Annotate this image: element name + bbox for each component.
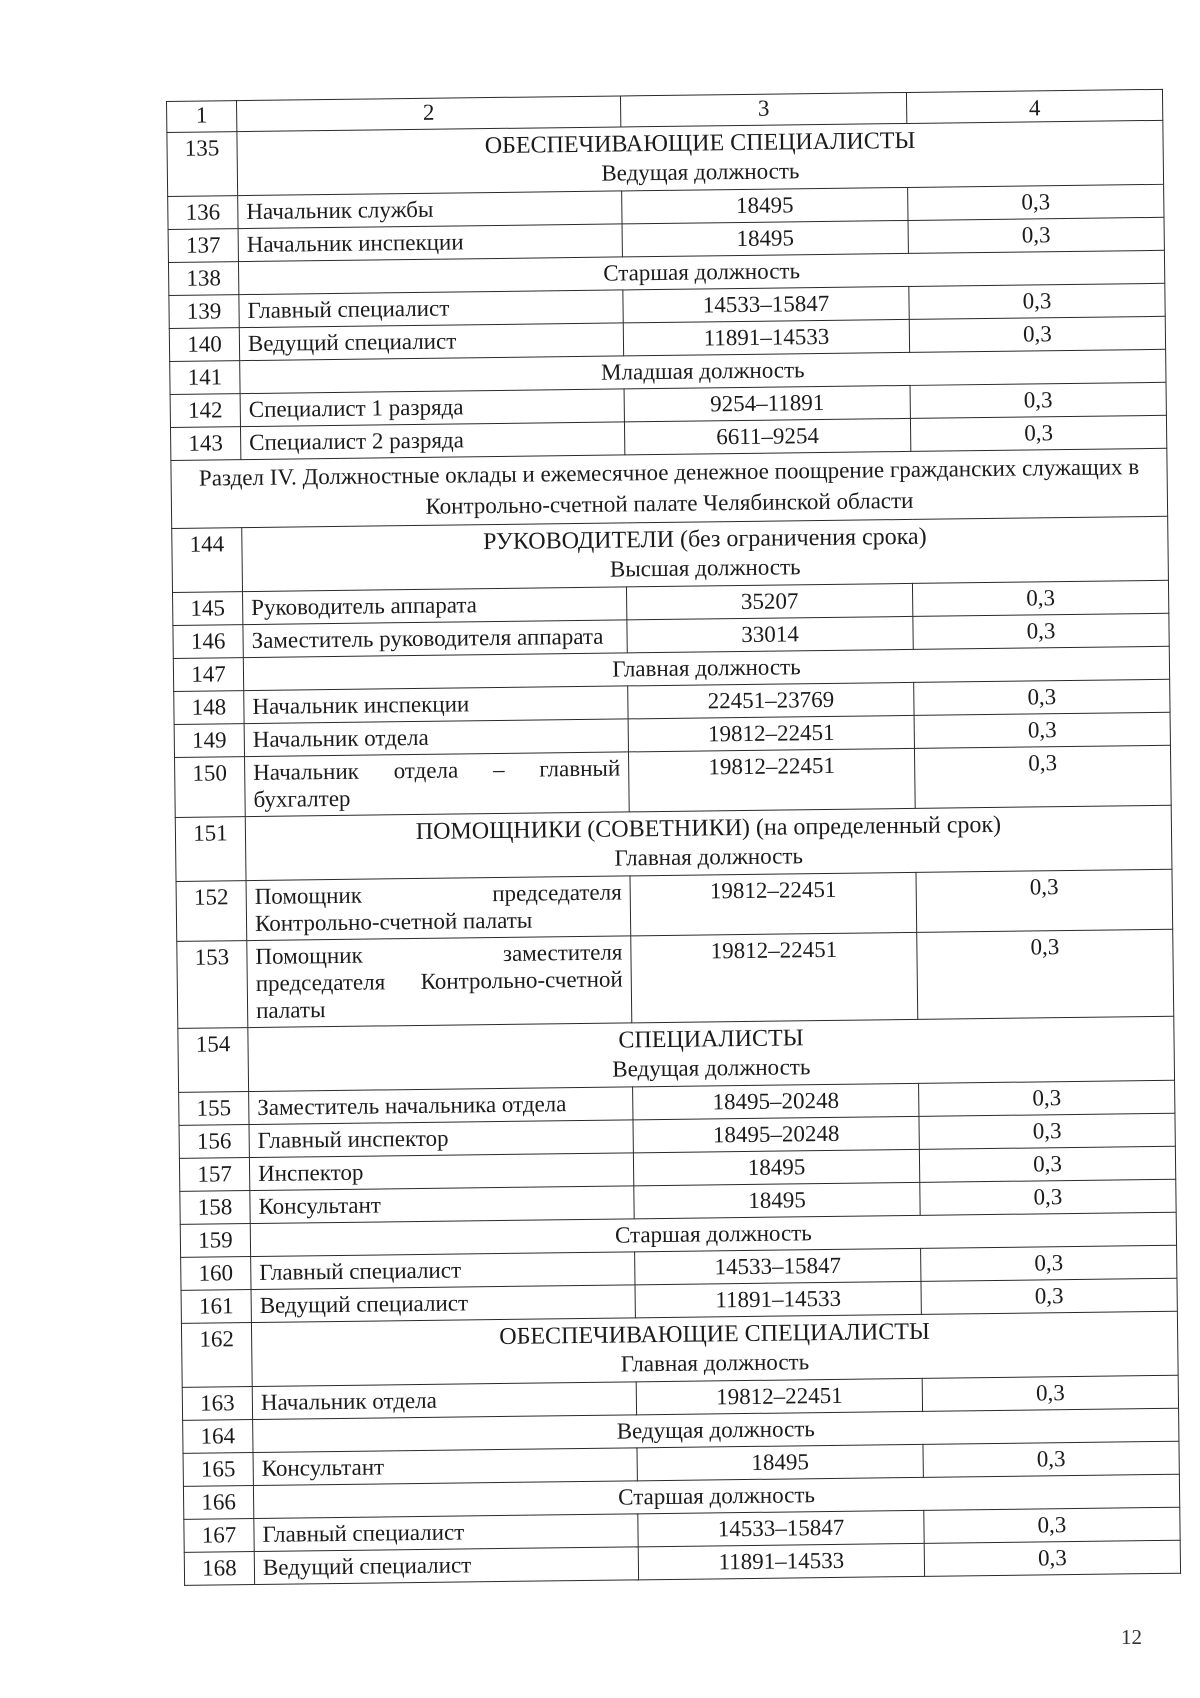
group-heading-row bbox=[172, 516, 1169, 592]
column-header: 4 bbox=[906, 89, 1162, 123]
row-number: 136 bbox=[168, 196, 238, 230]
bonus-coefficient: 0,3 bbox=[921, 1245, 1177, 1281]
bonus-coefficient: 0,3 bbox=[921, 1278, 1177, 1314]
grade-title: Старшая должность bbox=[253, 1474, 1179, 1518]
salary-range: 18495 bbox=[622, 220, 908, 256]
column-header: 2 bbox=[237, 96, 621, 132]
row-number: 138 bbox=[168, 262, 238, 296]
row-number: 137 bbox=[168, 229, 238, 263]
salary-range: 18495–20248 bbox=[633, 1083, 919, 1119]
grade-title: Главная должность bbox=[243, 646, 1169, 690]
group-title: ОБЕСПЕЧИВАЮЩИЕ СПЕЦИАЛИСТЫ bbox=[499, 1318, 931, 1351]
position-name: Консультант bbox=[253, 1448, 637, 1486]
salary-range: 14533–15847 bbox=[623, 286, 909, 322]
position-name: Заместитель руководителя аппарата bbox=[243, 620, 627, 658]
row-number: 163 bbox=[182, 1387, 252, 1421]
bonus-coefficient: 0,3 bbox=[919, 1146, 1175, 1182]
position-name: Главный инспектор bbox=[249, 1120, 633, 1158]
bonus-coefficient: 0,3 bbox=[908, 184, 1164, 220]
salary-range: 19812–22451 bbox=[628, 748, 915, 811]
salary-table-body bbox=[167, 89, 1181, 1585]
group-title: ОБЕСПЕЧИВАЮЩИЕ СПЕЦИАЛИСТЫ bbox=[484, 127, 916, 160]
grade-title: Главная должность bbox=[620, 1349, 810, 1377]
salary-range: 18495 bbox=[633, 1149, 919, 1185]
position-name: Начальник инспекции bbox=[238, 224, 622, 262]
salary-range: 11891–14533 bbox=[623, 319, 909, 355]
bonus-coefficient: 0,3 bbox=[910, 382, 1166, 418]
group-title: РУКОВОДИТЕЛИ (без ограничения срока) bbox=[483, 523, 927, 556]
salary-range: 19812–22451 bbox=[630, 872, 917, 935]
position-name: Заместитель начальника отдела bbox=[249, 1087, 633, 1125]
position-name: Руководитель аппарата bbox=[242, 587, 626, 625]
group-heading-row bbox=[167, 120, 1164, 196]
row-number: 144 bbox=[172, 528, 243, 593]
row-number: 166 bbox=[183, 1486, 253, 1520]
row-number: 143 bbox=[170, 427, 240, 461]
bonus-coefficient: 0,3 bbox=[923, 1441, 1179, 1477]
bonus-coefficient: 0,3 bbox=[920, 1179, 1176, 1215]
salary-range: 11891–14533 bbox=[638, 1543, 924, 1579]
row-number: 135 bbox=[167, 132, 238, 197]
salary-range: 18495 bbox=[637, 1444, 923, 1480]
salary-range: 18495–20248 bbox=[633, 1116, 919, 1152]
row-number: 164 bbox=[183, 1420, 253, 1454]
row-number: 160 bbox=[181, 1257, 251, 1291]
position-name: Ведущий специалист bbox=[254, 1547, 638, 1585]
group-heading-row bbox=[175, 805, 1172, 881]
salary-range: 6611–9254 bbox=[624, 418, 910, 454]
position-name: Начальник отдела bbox=[252, 1382, 636, 1420]
bonus-coefficient: 0,3 bbox=[914, 745, 1171, 808]
bonus-coefficient: 0,3 bbox=[924, 1507, 1180, 1543]
row-number: 151 bbox=[175, 817, 246, 882]
position-name: Специалист 2 разряда bbox=[240, 422, 624, 460]
row-number: 168 bbox=[184, 1552, 254, 1586]
page-number: 12 bbox=[1121, 1625, 1142, 1649]
row-number: 154 bbox=[178, 1028, 249, 1093]
salary-range: 22451–23769 bbox=[628, 682, 914, 718]
bonus-coefficient: 0,3 bbox=[912, 580, 1168, 616]
group-title: ПОМОЩНИКИ (СОВЕТНИКИ) (на определенный срок) bbox=[415, 811, 1002, 846]
group-heading-cell bbox=[245, 805, 1172, 880]
position-row bbox=[177, 929, 1174, 1028]
group-heading-cell bbox=[248, 1016, 1175, 1091]
row-number: 157 bbox=[179, 1158, 249, 1192]
row-number: 153 bbox=[177, 941, 248, 1029]
row-number: 150 bbox=[175, 757, 246, 818]
bonus-coefficient: 0,3 bbox=[917, 929, 1174, 1019]
position-name: Главный специалист bbox=[254, 1514, 638, 1552]
section-heading-row bbox=[171, 448, 1168, 528]
column-header: 3 bbox=[620, 92, 906, 126]
row-number: 141 bbox=[170, 361, 240, 395]
salary-range: 19812–22451 bbox=[628, 715, 914, 751]
bonus-coefficient: 0,3 bbox=[913, 613, 1169, 649]
group-heading-cell bbox=[251, 1311, 1178, 1386]
salary-range: 14533–15847 bbox=[638, 1510, 924, 1546]
position-name: Ведущий специалист bbox=[251, 1285, 635, 1323]
position-name: Инспектор bbox=[249, 1153, 633, 1191]
group-title: СПЕЦИАЛИСТЫ bbox=[618, 1025, 804, 1054]
bonus-coefficient: 0,3 bbox=[914, 712, 1170, 748]
position-name: Помощник председателя Контрольно-счетной палаты bbox=[246, 876, 631, 941]
grade-title: Ведущая должность bbox=[612, 1054, 811, 1082]
row-number: 155 bbox=[179, 1092, 249, 1126]
bonus-coefficient: 0,3 bbox=[919, 1113, 1175, 1149]
salary-range: 33014 bbox=[627, 616, 913, 652]
group-heading-cell bbox=[242, 516, 1169, 591]
row-number: 148 bbox=[174, 691, 244, 725]
row-number: 161 bbox=[181, 1290, 251, 1324]
row-number: 139 bbox=[169, 295, 239, 329]
row-number: 149 bbox=[174, 724, 244, 758]
salary-range: 11891–14533 bbox=[635, 1281, 921, 1317]
bonus-coefficient: 0,3 bbox=[908, 217, 1164, 253]
bonus-coefficient: 0,3 bbox=[916, 869, 1173, 932]
bonus-coefficient: 0,3 bbox=[910, 415, 1166, 451]
row-number: 146 bbox=[173, 625, 243, 659]
bonus-coefficient: 0,3 bbox=[909, 283, 1165, 319]
position-name: Начальник инспекции bbox=[244, 686, 628, 724]
grade-title: Ведущая должность bbox=[253, 1408, 1179, 1452]
grade-title: Младшая должность bbox=[240, 349, 1166, 393]
bonus-coefficient: 0,3 bbox=[919, 1080, 1175, 1116]
grade-title: Ведущая должность bbox=[601, 158, 800, 186]
salary-range: 18495 bbox=[622, 187, 908, 223]
row-number: 159 bbox=[180, 1224, 250, 1258]
position-name: Начальник отдела – главный бухгалтер bbox=[245, 752, 630, 817]
position-name: Консультант bbox=[250, 1186, 634, 1224]
bonus-coefficient: 0,3 bbox=[914, 679, 1170, 715]
row-number: 147 bbox=[173, 658, 243, 692]
section-heading: Раздел IV. Должностные оклады и ежемесячное денежное поощрение гражданских служащих в Контрольно-счетной палате Челябинской области bbox=[171, 448, 1168, 528]
salary-range: 35207 bbox=[626, 583, 912, 619]
salary-range: 14533–15847 bbox=[635, 1248, 921, 1284]
grade-title: Старшая должность bbox=[250, 1212, 1176, 1256]
column-header: 1 bbox=[167, 101, 237, 133]
salary-range: 18495 bbox=[634, 1182, 920, 1218]
row-number: 156 bbox=[179, 1125, 249, 1159]
position-name: Главный специалист bbox=[251, 1252, 635, 1290]
position-name: Помощник заместителя председателя Контрольно-счетной палаты bbox=[247, 936, 632, 1028]
position-name: Начальник службы bbox=[238, 191, 622, 229]
row-number: 145 bbox=[173, 592, 243, 626]
grade-title: Главная должность bbox=[614, 843, 804, 871]
salary-table bbox=[166, 89, 1181, 1586]
row-number: 152 bbox=[176, 881, 247, 942]
position-name: Ведущий специалист bbox=[239, 323, 623, 361]
position-name: Главный специалист bbox=[239, 290, 623, 328]
position-name: Специалист 1 разряда bbox=[240, 389, 624, 427]
bonus-coefficient: 0,3 bbox=[924, 1540, 1180, 1576]
salary-range: 9254–11891 bbox=[624, 385, 910, 421]
bonus-coefficient: 0,3 bbox=[909, 316, 1165, 352]
row-number: 165 bbox=[183, 1453, 253, 1487]
row-number: 162 bbox=[181, 1323, 252, 1388]
salary-range: 19812–22451 bbox=[636, 1378, 922, 1414]
row-number: 167 bbox=[184, 1519, 254, 1553]
group-heading-row bbox=[178, 1016, 1175, 1092]
grade-title: Старшая должность bbox=[238, 250, 1164, 294]
row-number: 140 bbox=[169, 328, 239, 362]
position-name: Начальник отдела bbox=[244, 719, 628, 757]
bonus-coefficient: 0,3 bbox=[922, 1375, 1178, 1411]
group-heading-cell bbox=[237, 120, 1164, 195]
row-number: 142 bbox=[170, 394, 240, 428]
salary-range: 19812–22451 bbox=[631, 932, 918, 1022]
group-heading-row bbox=[181, 1311, 1178, 1387]
grade-title: Высшая должность bbox=[609, 554, 801, 582]
row-number: 158 bbox=[180, 1191, 250, 1225]
